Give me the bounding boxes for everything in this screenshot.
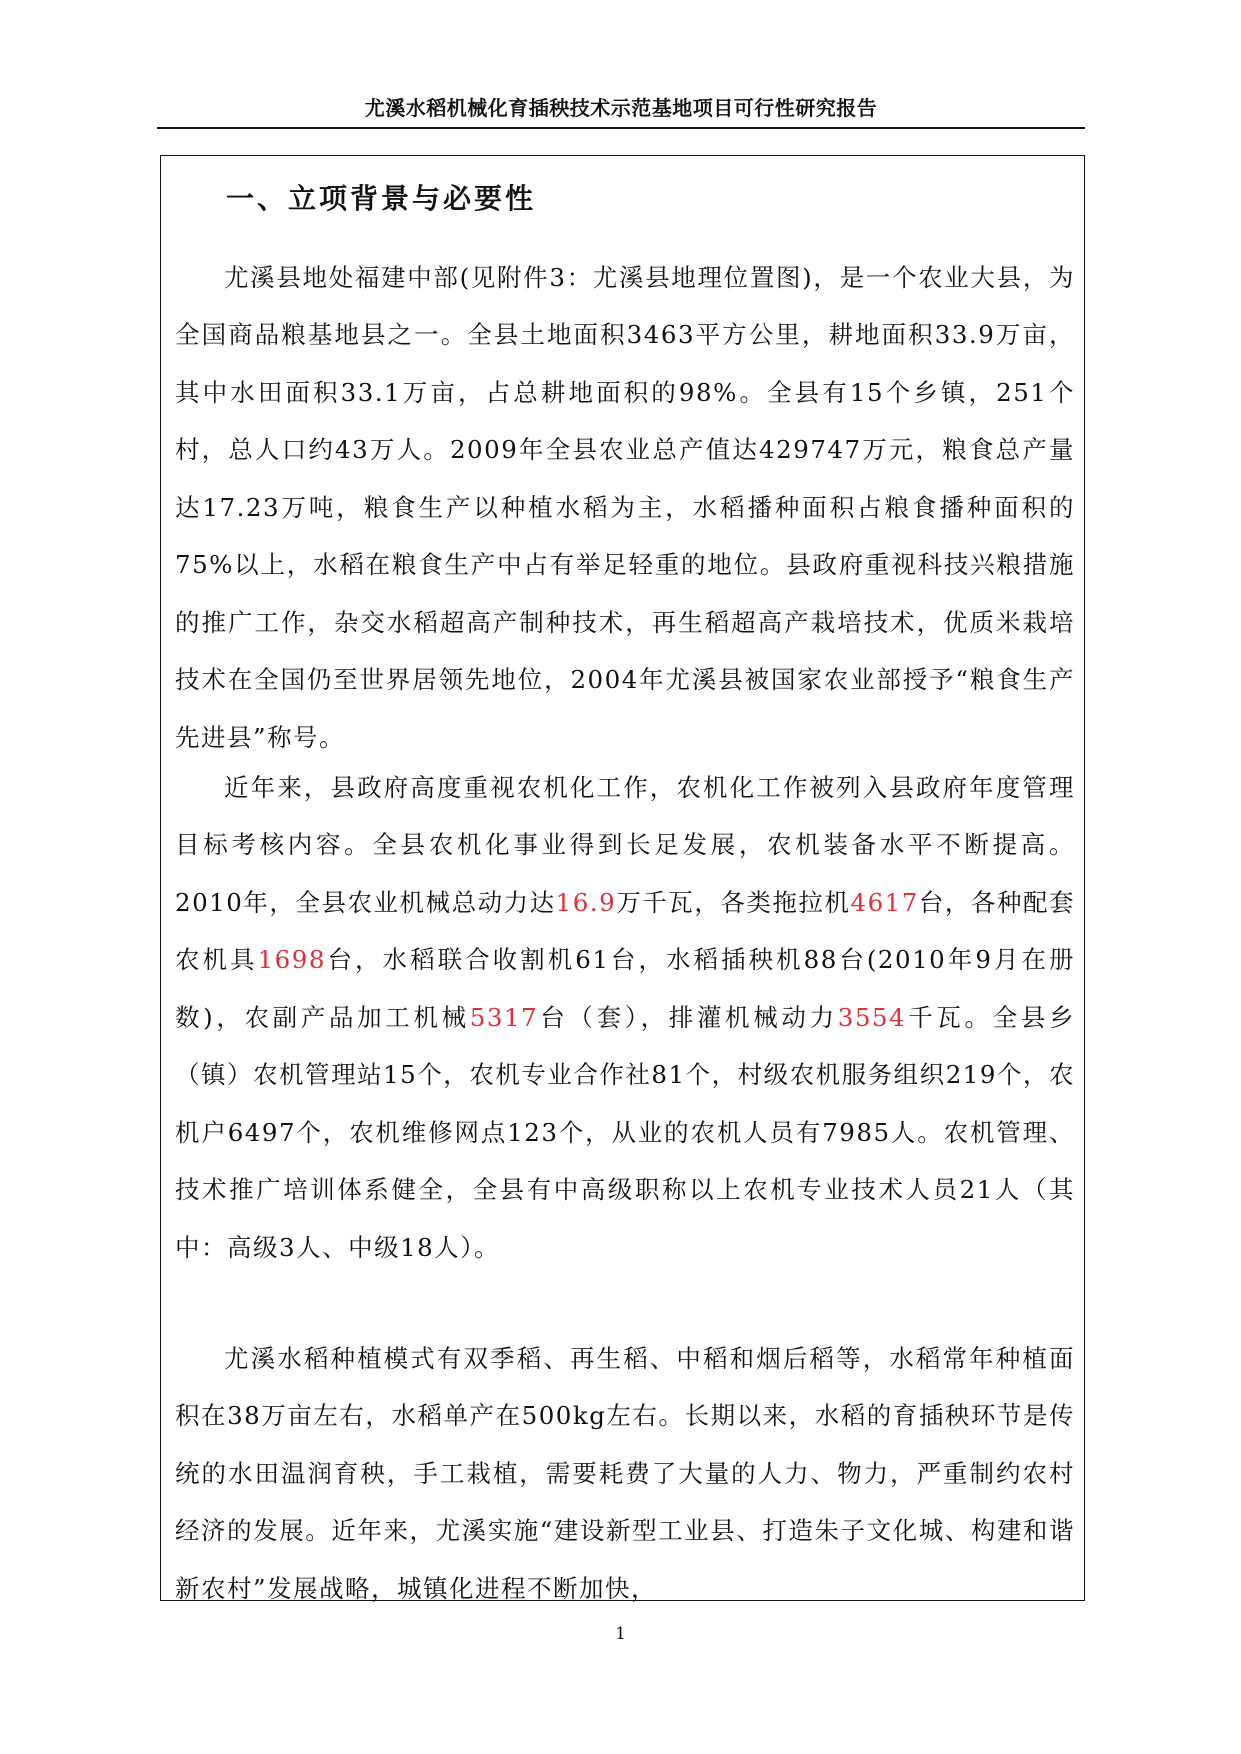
highlighted-value: 4617	[850, 887, 919, 917]
text-segment: 台，各种配套农机具	[175, 887, 1075, 974]
text-segment: 台，水稻联合收割机61台，水稻插秧机88台(2010年9月在册数)，农副产品加工机械	[175, 945, 1075, 1032]
section-title: 一、立项背景与必要性	[226, 182, 537, 215]
text-segment: 近年来，县政府高度重视农机化工作，农机化工作被列入县政府年度管理目标考核内容。全县农机化事业得到长足发展，农机装备水平不断提高。2010年，全县农业机械总动力达	[175, 772, 1075, 917]
paragraph-mechanization	[175, 759, 1075, 1277]
header-rule	[157, 127, 1085, 129]
page-header-title: 尤溪水稻机械化育插秧技术示范基地项目可行性研究报告	[364, 96, 878, 120]
highlighted-value: 5317	[469, 1002, 539, 1032]
text-segment: 千瓦。全县乡（镇）农机管理站15个，农机专业合作社81个，村级农机服务组织219个，农机户6497个，农机维修网点123个，从业的农机人员有7985人。农机管理、技术推广培训体系健全，全县有中高级职称以上农机专业技术人员21人（其中：高级3人、中级18人）。	[175, 1002, 1076, 1262]
page-number: 1	[615, 1624, 626, 1644]
text-segment: 台（套），排灌机械动力	[538, 1002, 838, 1032]
paragraph-rice-planting: 尤溪水稻种植模式有双季稻、再生稻、中稻和烟后稻等，水稻常年种植面积在38万亩左右，水稻单产在500kg左右。长期以来，水稻的育插秧环节是传统的水田温润育秧，手工栽植，需要耗费了大量的人力、物力，严重制约农村经济的发展。近年来，尤溪实施“建设新型工业县、打造朱子文化城、构建和谐新农村”发展战略，城镇化进程不断加快，	[175, 1343, 1075, 1603]
highlighted-value: 1698	[257, 945, 326, 974]
paragraph-background: 尤溪县地处福建中部(见附件3：尤溪县地理位置图)，是一个农业大县，为全国商品粮基地县之一。全县土地面积3463平方公里，耕地面积33.9万亩，其中水田面积33.1万亩，占总耕地面积的98%。全县有15个乡镇，251个村，总人口约43万人。2009年全县农业总产值达429747万元，粮食总产量达17.23万吨，粮食生产以种植水稻为主，水稻播种面积占粮食播种面积的75%以上，水稻在粮食生产中占有举足轻重的地位。县政府重视科技兴粮措施的推广工作，杂交水稻超高产制种技术，再生稻超高产栽培技术，优质米栽培技术在全国仍至世界居领先地位，2004年尤溪县被国家农业部授予“粮食生产先进县”称号。	[175, 262, 1075, 752]
highlighted-value: 16.9	[555, 887, 617, 917]
highlighted-value: 3554	[837, 1002, 907, 1032]
text-segment: 万千瓦，各类拖拉机	[616, 887, 851, 917]
